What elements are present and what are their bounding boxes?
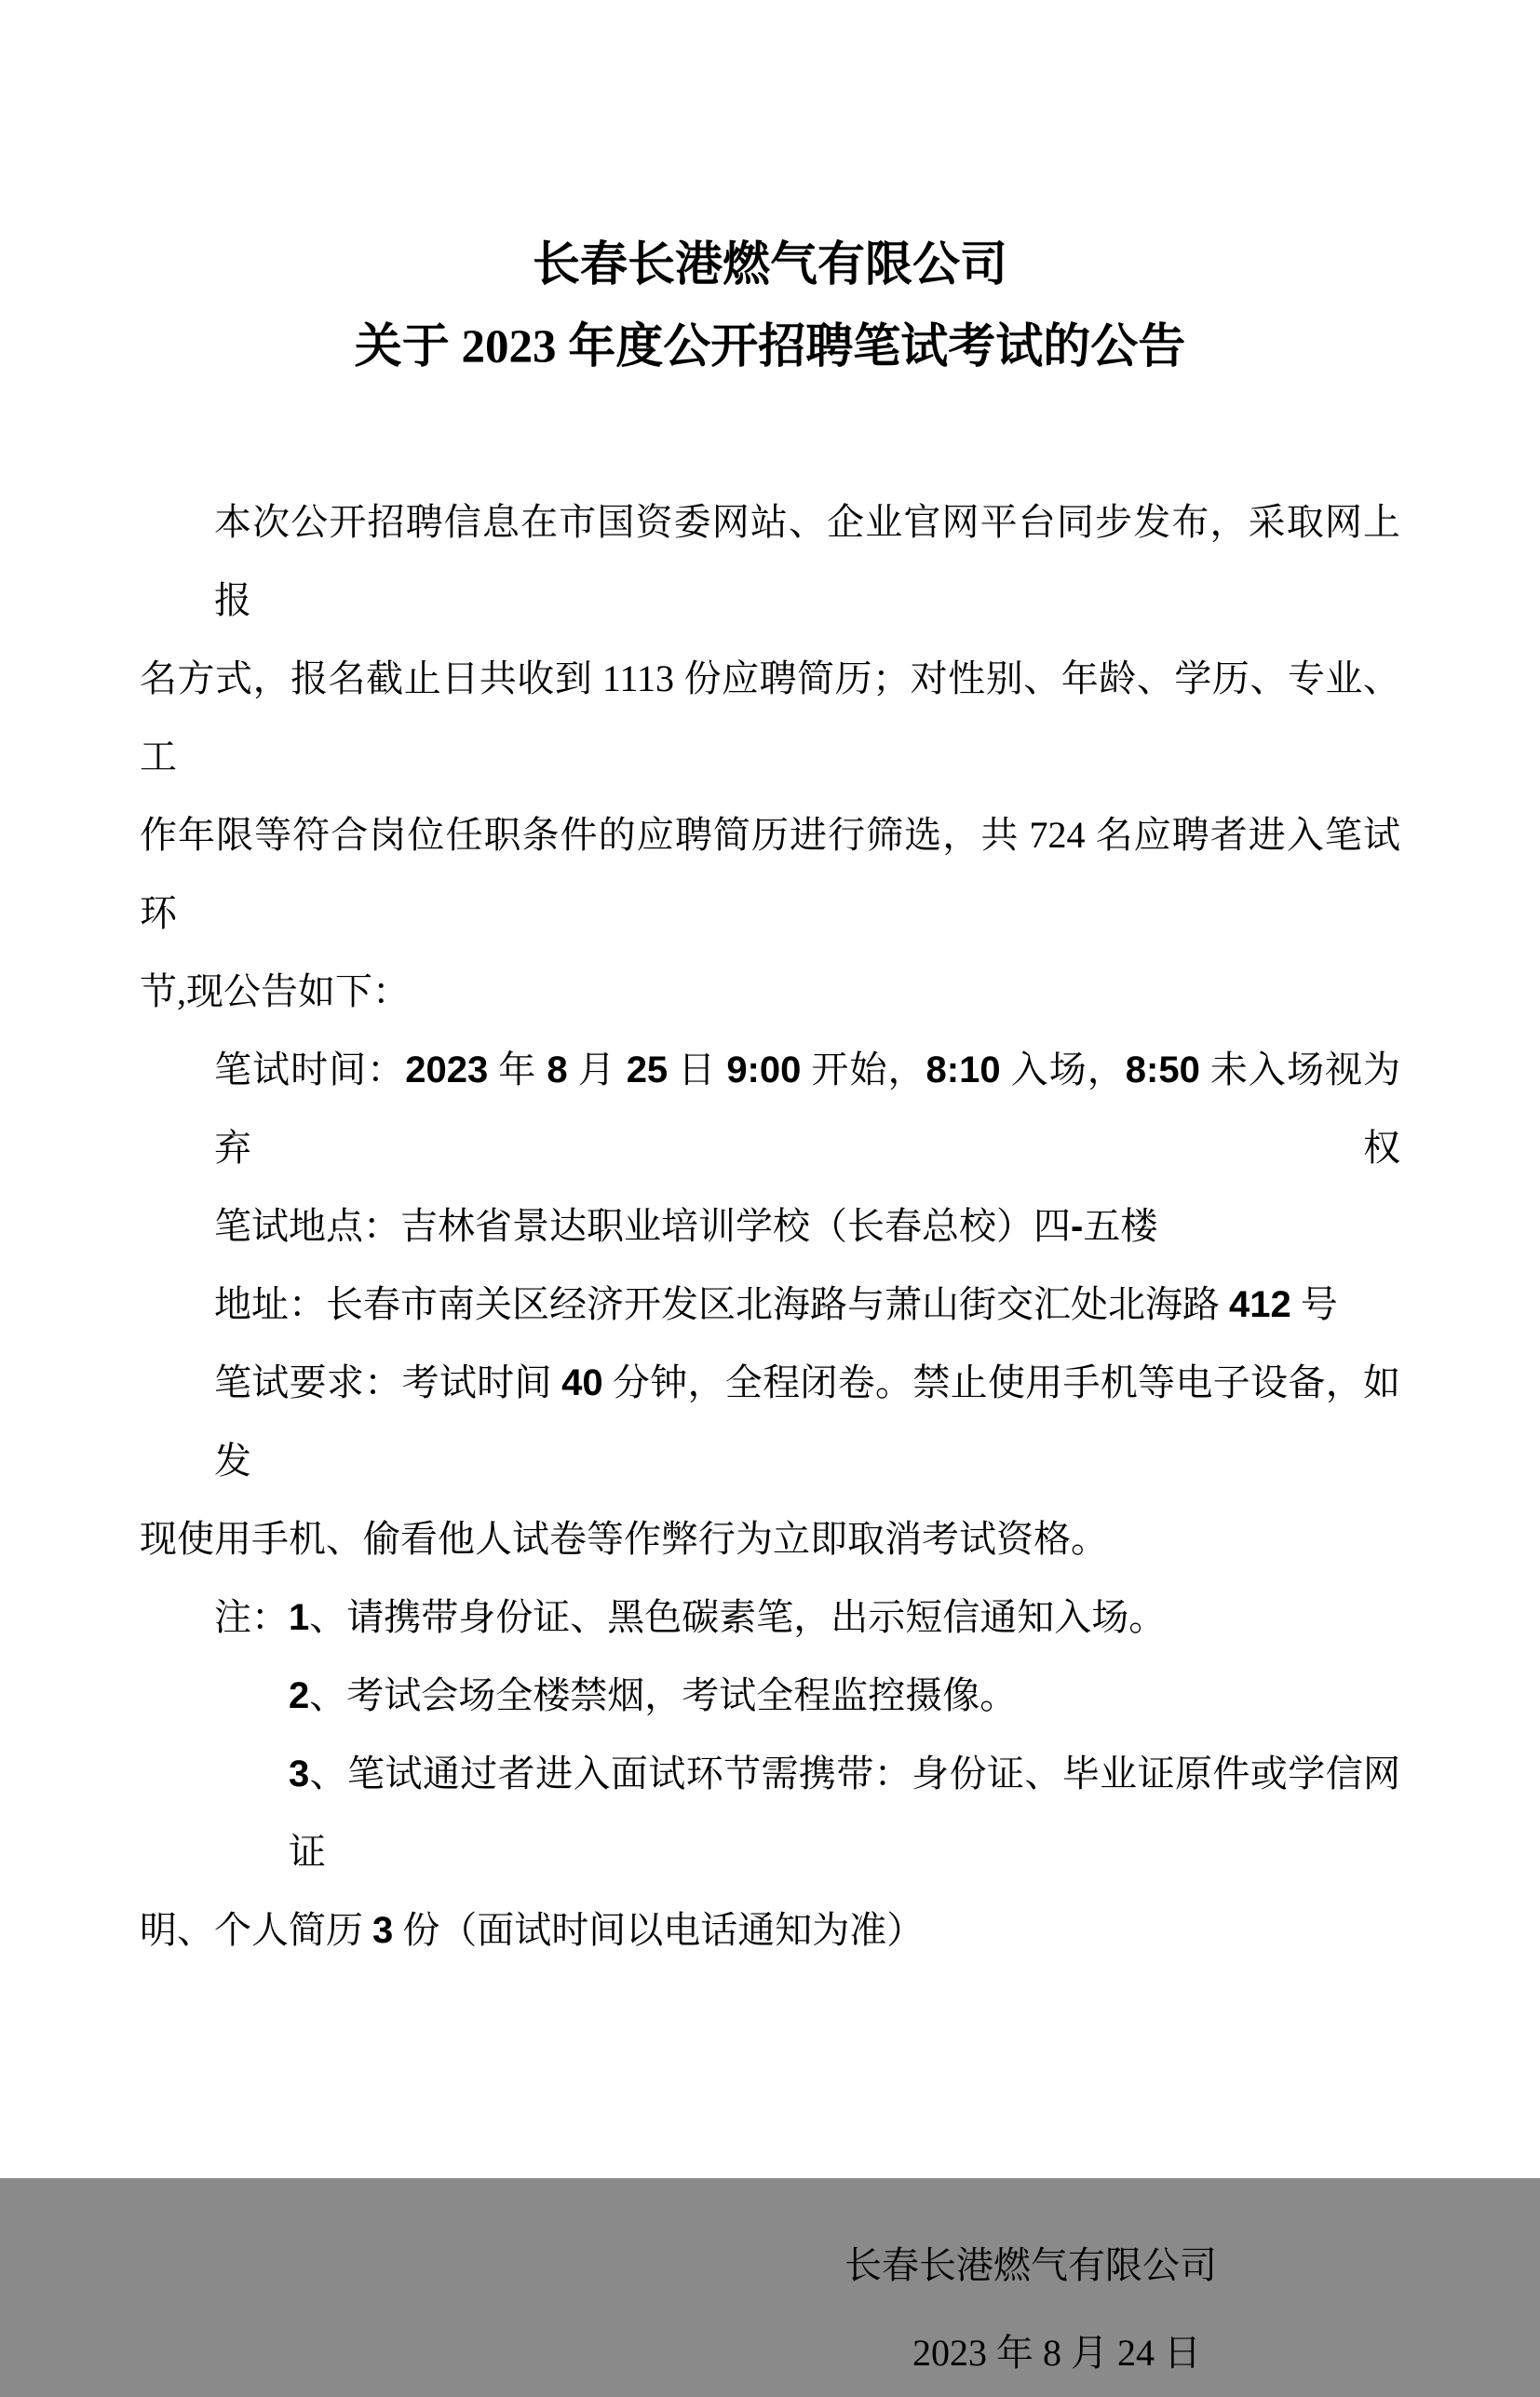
text-run: 日	[668, 1049, 727, 1090]
text-run: 现使用手机、偷看他人试卷等作弊行为立即取消考试资格。	[140, 1518, 1108, 1560]
exam-time-line	[140, 1031, 1400, 1187]
para-intro-line-4	[140, 953, 1400, 1031]
note-3-line-1	[140, 1735, 1400, 1891]
para-intro-line-3	[140, 796, 1400, 953]
text-run: 笔试地点：吉林省景达职业培训学校（长春总校）四	[214, 1205, 1071, 1247]
number-run: 8	[547, 1050, 568, 1090]
text-run: 入场，	[1000, 1049, 1126, 1090]
text-run: 笔试要求：考试时间	[214, 1361, 562, 1403]
text-run: 长春长港燃气有限公司	[532, 239, 1007, 291]
note-3-line-2	[140, 1891, 1400, 1970]
number-run: 40	[561, 1362, 603, 1403]
text-run: 作年限等符合岗位任职条件的应聘简历进行筛选，共	[140, 814, 1030, 856]
text-run: 份（面试时间以电话通知为准）	[393, 1909, 925, 1951]
text-run: 年度公开招聘笔试考试的公告	[556, 321, 1186, 373]
exam-requirement-line-2	[140, 1500, 1400, 1578]
address-line	[140, 1266, 1400, 1344]
exam-location-line	[140, 1187, 1400, 1266]
text-run: 地址：长春市南关区经济开发区北海路与萧山街交汇处北海路	[214, 1283, 1229, 1325]
text-run: 本次公开招聘信息在市国资委网站、企业官网平台同步发布，采取网上报	[214, 501, 1400, 621]
body-block	[140, 483, 1400, 1970]
text-run: 节,现公告如下：	[140, 970, 410, 1012]
text-run: 年	[488, 1049, 547, 1090]
number-run: 3	[289, 1754, 310, 1794]
text-run: 月	[567, 1049, 627, 1090]
text-run: 724	[1029, 814, 1086, 856]
exam-requirement-line-1	[140, 1344, 1400, 1500]
number-run: 8:10	[925, 1050, 1001, 1090]
text-run: 笔试时间：	[214, 1049, 406, 1090]
text-run: 未入场视为弃权	[214, 1049, 1401, 1169]
title-line-2	[140, 306, 1400, 388]
number-run: 9:00	[726, 1050, 802, 1090]
text-run: 、请携带身份证、黑色碳素笔，出示短信通知入场。	[309, 1596, 1167, 1638]
text-run: 名应聘者进入笔试环	[140, 814, 1400, 934]
title-line-1	[140, 224, 1400, 306]
number-run: -	[1071, 1206, 1084, 1247]
text-run: 份应聘简历；对性别、年龄、学历、专业、工	[140, 657, 1401, 778]
number-run: 2023	[405, 1050, 489, 1090]
text-run: 注：	[214, 1596, 289, 1638]
text-run: 、考试会场全楼禁烟，考试全程监控摄像。	[309, 1674, 1018, 1716]
signature-company	[140, 2222, 1400, 2309]
text-run: 2023 年 8 月 24 日	[912, 2332, 1201, 2374]
title-block	[140, 0, 1400, 388]
text-run: 2023	[461, 321, 557, 373]
note-2-line	[140, 1657, 1400, 1735]
number-run: 3	[372, 1910, 394, 1951]
text-run: 长春长港燃气有限公司	[844, 2244, 1217, 2286]
text-run: 、笔试通过者进入面试环节需携带：身份证、毕业证原件或学信网证	[289, 1753, 1400, 1873]
text-run: 分钟，全程闭卷。禁止使用手机等电子设备，如发	[214, 1361, 1401, 1482]
para-intro-line-1	[140, 483, 1400, 640]
text-run: 五楼	[1083, 1205, 1158, 1247]
text-run: 开始，	[801, 1049, 926, 1090]
text-run: 1113	[601, 657, 674, 699]
signature-date	[140, 2309, 1400, 2397]
text-run: 名方式，报名截止日共收到	[140, 657, 602, 699]
number-run: 2	[289, 1675, 310, 1716]
number-run: 412	[1229, 1284, 1291, 1325]
number-run: 8:50	[1125, 1050, 1200, 1090]
note-1-line	[140, 1578, 1400, 1657]
text-run: 关于	[354, 321, 462, 373]
signature-block	[140, 2222, 1400, 2397]
number-run: 25	[626, 1050, 669, 1090]
para-intro-line-2	[140, 640, 1400, 796]
text-run: 号	[1290, 1283, 1338, 1325]
number-run: 1	[289, 1597, 310, 1638]
text-run: 明、个人简历	[140, 1909, 372, 1951]
